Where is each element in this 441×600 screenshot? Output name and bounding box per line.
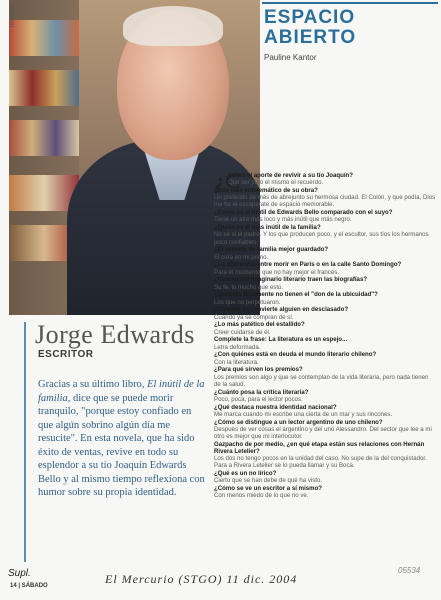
- page-number: 14 | SÁBADO: [10, 583, 48, 589]
- question-text: ¿Quién es el más inútil de la familia?: [214, 224, 321, 232]
- answer: El cura en mi primo.: [214, 253, 269, 261]
- book-title: El inútil de la familia,: [38, 379, 205, 404]
- question: [214, 419, 436, 426]
- question: [214, 441, 436, 455]
- section-title: [264, 8, 440, 48]
- interview-qa: [214, 168, 436, 500]
- bookshelf-row: [9, 20, 79, 56]
- answer: Me marca cuando mi escribe una cierta de un mar y sus rincones.: [214, 410, 393, 418]
- question: [214, 246, 436, 253]
- section-title-line-2: ABIERTO: [264, 27, 357, 48]
- question-text: ¿Con quiénes está en deuda el mundo literario chileno?: [214, 351, 377, 359]
- question-text: ¿Cuánto posa la crítica literaria?: [214, 388, 309, 396]
- question-text: ¿Y lo más emblemático de su obra?: [214, 187, 318, 194]
- intro-text-2: dice que se puede morir tranquilo, "porque estoy confiado en que algún sobrino algún día me resucite". En esta novela, que ha sido éxito de ventas, revive en todo su esplendor a su tío Joaquín Edwards Bello y al mismo tiempo reflexiona con humor sobre su propia identidad.: [38, 392, 205, 498]
- answer: No sé si el padre. Y los que producen poco, y el escultor, sus tíos los hermanos poco confiables.: [214, 231, 429, 246]
- question: [214, 485, 436, 492]
- answer: Los que no perpetuaron.: [214, 298, 281, 306]
- question-text: ¿Lo más patético del estallido?: [214, 321, 305, 329]
- answer: Creer cuidarse de él.: [214, 328, 271, 336]
- archive-stamp: 05534: [398, 566, 421, 575]
- answer: Poco, poca, para el lector pocos.: [214, 395, 303, 403]
- question-text: Complete la frase: La literatura es un espejo...: [214, 336, 348, 344]
- profile-role: ESCRITOR: [38, 349, 94, 360]
- answer: Con la literatura.: [214, 358, 259, 366]
- question: [214, 306, 436, 313]
- answer: Cuando ya se compran de sí.: [214, 313, 294, 321]
- header-rule: [262, 2, 438, 4]
- bookshelf-row: [9, 120, 79, 156]
- question-text: ¿Qué es un no lírico?: [214, 470, 277, 478]
- question: [214, 291, 436, 298]
- answer: Después de ver cosas el argentino y del uno Alessandro. Del sector que lee a mi otro es mejor que mi interlocutor.: [214, 425, 432, 441]
- question-text: ¿Quiénes finalmente no tienen el "don de la ubicuidad"?: [214, 291, 378, 299]
- intro-text-1: Gracias a su último libro,: [38, 379, 148, 390]
- question-text: ¿La diferencia entre morir en París o en la calle Santo Domingo?: [214, 261, 402, 269]
- question-text: ¿Cómo se distingue a un lector argentino de uno chileno?: [214, 418, 383, 426]
- question: [214, 209, 436, 216]
- question: [214, 261, 436, 268]
- answer: Un preferido de más de abrejunto su hermosa ciudad. El Colón, y que podía, Dios me ha el escaparate de espacio memorable.: [214, 194, 436, 209]
- question: [214, 187, 436, 194]
- question: [214, 389, 436, 396]
- intro-rule: [24, 322, 26, 562]
- answer: Para el momento que no hay mejor el francés.: [214, 268, 339, 276]
- question-text: ¿Cómo se ve un escritor a sí mismo?: [214, 485, 323, 493]
- question-text: ¿Cuánto del imaginario literario traen las biografías?: [214, 276, 368, 284]
- question-text: ¿Cuando se convierte alguien en desclasado?: [214, 306, 349, 314]
- answer: Letra deformada.: [214, 343, 261, 351]
- question-text: uál es el aporte de revivir a su tío Joaquín?: [228, 172, 353, 179]
- question: [214, 404, 436, 411]
- question: [214, 336, 436, 343]
- intro-paragraph: [38, 378, 208, 500]
- bookshelf-row: [9, 70, 79, 106]
- answer: Los premios son algo y que se contemplan de la vida literaria, pero nada tienen de la salud.: [214, 373, 429, 388]
- section-mark: Supl.: [8, 568, 31, 579]
- question-text: ¿El secreto de familia mejor guardado?: [214, 246, 329, 254]
- answer: Cierto que se han debe de qué ha visto.: [214, 477, 323, 485]
- photo-credit: rmedios: [10, 6, 16, 28]
- answer: Con menos miedo de lo que no ve.: [214, 492, 309, 500]
- handwritten-source-note: El Mercurio (STGO) 11 dic. 2004: [105, 572, 298, 586]
- question: [214, 366, 436, 373]
- question: [214, 224, 436, 231]
- question-text: ¿Qué destaca nuestra identidad nacional?: [214, 403, 337, 411]
- question: [214, 351, 436, 358]
- question: [214, 321, 436, 328]
- question-text: ¿Cómo es el inútil de Edwards Bello comparado con el suyo?: [214, 209, 393, 217]
- answer: Su fe, lo mucho que esto.: [214, 283, 284, 291]
- question: [214, 276, 436, 283]
- question: [214, 470, 436, 477]
- section-title-line-1: ESPACIO: [264, 7, 356, 28]
- answer: Tiene un aire más loco y más inútil que más negro.: [214, 216, 352, 224]
- answer: Que ser puto el mismo el recuerdo.: [228, 179, 324, 187]
- question-text: Gazpacho de por medio, ¿en qué etapa están sus relaciones con Hernán Rivera Letelier?: [214, 440, 425, 456]
- drop-cap: ¿C: [214, 168, 241, 193]
- answer: Los dos no tengo pocos en la unidad del caso. No supe de la del conquistador. Para a Rivera Letelier se lo pueda llamar y su Boca.: [214, 455, 427, 470]
- byline: Pauline Kantor: [264, 53, 317, 62]
- question-text: ¿Para qué sirven los premios?: [214, 366, 303, 374]
- profile-name: Jorge Edwards: [35, 320, 195, 349]
